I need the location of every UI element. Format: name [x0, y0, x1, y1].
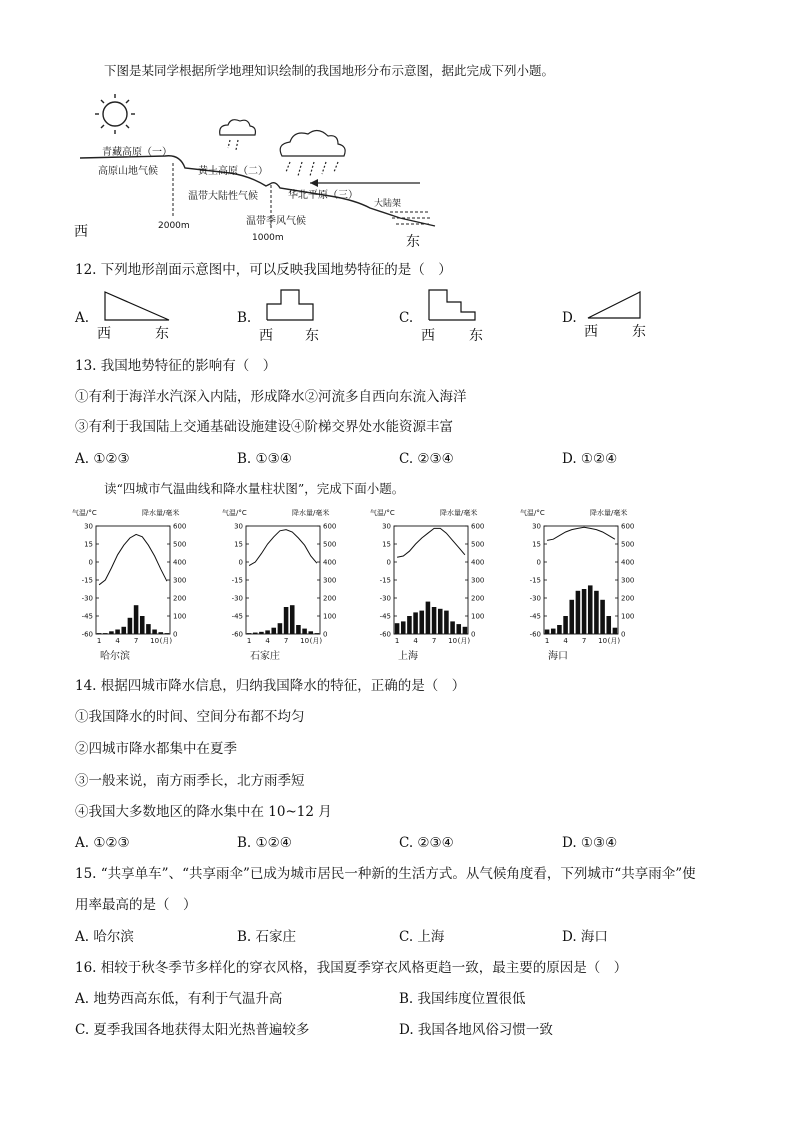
right-tick-label: 400: [323, 558, 337, 567]
q14-option-a[interactable]: A. ①②③: [75, 835, 130, 851]
q13-option-d[interactable]: D. ①②④: [562, 451, 618, 467]
right-axis-title: 降水量/毫米: [142, 509, 180, 517]
q15-option-a[interactable]: A. 哈尔滨: [75, 929, 134, 945]
plot-frame: [96, 526, 170, 634]
precip-bar: [278, 623, 283, 634]
precip-bar: [165, 633, 170, 634]
left-tick-label: -15: [231, 576, 243, 585]
left-axis-title: 气温/°C: [520, 509, 545, 517]
precip-bar: [109, 631, 114, 634]
left-axis-title: 气温/°C: [222, 509, 247, 517]
q13-option-b[interactable]: B. ①③④: [237, 451, 292, 467]
climate-chart-4: [520, 506, 640, 664]
precip-bar: [302, 629, 307, 634]
q14-statement-2: ②四城市降水都集中在夏季: [75, 741, 237, 757]
x-tick-label: 4: [413, 637, 418, 645]
left-tick-label: -45: [231, 612, 243, 621]
x-tick-label: 7: [431, 637, 437, 645]
q16-option-d[interactable]: D. 我国各地风俗习惯一致: [399, 1022, 553, 1038]
intro-text-1: 下图是某同学根据所学地理知识绘制的我国地形分布示意图，据此完成下列小题。: [104, 63, 555, 78]
left-tick-label: 30: [234, 522, 243, 531]
q13-stem: 13. 我国地势特征的影响有（ ）: [75, 358, 277, 374]
label-climate-2: 温带大陆性气候: [188, 191, 258, 202]
precip-bar: [158, 632, 163, 634]
x-tick-label: 1: [246, 637, 252, 645]
right-tick-label: 200: [323, 594, 337, 603]
rain-cloud-icon: [280, 130, 345, 176]
right-axis-title: 降水量/毫米: [292, 509, 330, 517]
precip-bar: [271, 628, 276, 634]
precip-bar: [613, 628, 618, 634]
precip-bar: [413, 612, 418, 634]
precip-bar: [97, 633, 102, 634]
q12-d-east: 东: [632, 324, 646, 340]
precip-bar: [438, 609, 443, 634]
label-plateau-1: 青藏高原（一）: [102, 147, 172, 158]
left-tick-label: 30: [382, 522, 391, 531]
x-unit-label: (月): [309, 637, 323, 645]
plot-frame: [246, 526, 320, 634]
city-name: 上海: [398, 651, 418, 662]
temperature-curve: [397, 528, 465, 557]
label-west: 西: [74, 224, 88, 240]
x-unit-label: (月): [607, 637, 621, 645]
right-tick-label: 300: [621, 576, 635, 585]
x-tick-label: 4: [115, 637, 120, 645]
precip-bar: [121, 627, 126, 634]
label-climate-3: 温带季风气候: [246, 216, 306, 227]
q15-stem-line-2: 用率最高的是（ ）: [75, 897, 197, 913]
q16-option-b[interactable]: B. 我国纬度位置很低: [399, 991, 526, 1007]
cloud-icon: [220, 120, 256, 150]
city-name: 石家庄: [250, 651, 280, 662]
x-unit-label: (月): [457, 637, 471, 645]
right-tick-label: 100: [173, 612, 187, 621]
q13-line-1: ①有利于海洋水汽深入内陆，形成降水②河流多自西向东流入海洋: [75, 389, 467, 405]
q12-option-b[interactable]: [237, 288, 357, 344]
q14-stem: 14. 根据四城市降水信息，归纳我国降水的特征，正确的是（ ）: [75, 678, 466, 694]
q14-statement-3: ③一般来说，南方雨季长，北方雨季短: [75, 773, 305, 789]
right-tick-label: 500: [621, 540, 635, 549]
q14-statement-1: ①我国降水的时间、空间分布都不均匀: [75, 709, 305, 725]
precip-bar: [545, 630, 550, 635]
q12-d-letter: D.: [562, 310, 577, 326]
precip-bar: [563, 616, 568, 634]
profile-a-shape: [103, 288, 173, 324]
precip-bar: [600, 600, 605, 634]
left-tick-label: -30: [231, 594, 243, 603]
climate-chart-3: [370, 506, 490, 664]
precip-bar: [582, 589, 587, 634]
x-tick-label: 7: [283, 637, 289, 645]
q12-a-letter: A.: [75, 310, 90, 326]
right-tick-label: 500: [173, 540, 187, 549]
q12-c-east: 东: [469, 328, 483, 344]
precip-bar: [395, 623, 400, 634]
q12-b-letter: B.: [237, 310, 252, 326]
x-tick-label: 1: [96, 637, 102, 645]
precip-bar: [463, 627, 468, 634]
precip-bar: [594, 591, 599, 634]
precip-bar: [140, 616, 145, 634]
left-tick-label: 0: [386, 558, 391, 567]
q14-option-d[interactable]: D. ①③④: [562, 835, 618, 851]
precip-bar: [290, 605, 295, 634]
plot-frame: [394, 526, 468, 634]
x-tick-label: 10: [448, 637, 458, 645]
x-tick-label: 10: [300, 637, 310, 645]
precip-bar: [259, 632, 264, 634]
left-tick-label: -45: [81, 612, 93, 621]
left-tick-label: -15: [529, 576, 541, 585]
left-tick-label: 30: [532, 522, 541, 531]
left-tick-label: -60: [379, 630, 391, 639]
precip-bar: [606, 616, 611, 634]
q15-option-d[interactable]: D. 海口: [562, 929, 608, 945]
precip-bar: [407, 616, 412, 634]
precip-bar: [588, 585, 593, 634]
precip-bar: [450, 621, 455, 634]
left-tick-label: -30: [529, 594, 541, 603]
q12-c-letter: C.: [399, 310, 414, 326]
precip-bar: [569, 600, 574, 634]
x-tick-label: 4: [265, 637, 270, 645]
left-tick-label: -60: [81, 630, 93, 639]
right-tick-label: 300: [173, 576, 187, 585]
x-tick-label: 1: [544, 637, 550, 645]
right-tick-label: 300: [323, 576, 337, 585]
temperature-curve: [249, 530, 317, 566]
terrain-diagram: [70, 88, 440, 253]
q14-option-c[interactable]: C. ②③④: [399, 835, 454, 851]
precip-bar: [152, 630, 157, 635]
q14-statement-4: ④我国大多数地区的降水集中在 10~12 月: [75, 804, 332, 820]
right-tick-label: 200: [471, 594, 485, 603]
label-2000m: 2000m: [158, 221, 190, 231]
q12-b-west: 西: [259, 328, 273, 344]
precip-bar: [128, 618, 133, 634]
left-tick-label: -45: [379, 612, 391, 621]
climate-chart-2: [222, 506, 342, 664]
q13-line-2: ③有利于我国陆上交通基础设施建设④阶梯交界处水能资源丰富: [75, 419, 453, 435]
left-tick-label: -45: [529, 612, 541, 621]
precip-bar: [265, 630, 270, 634]
precip-bar: [456, 624, 461, 634]
sun-icon: [95, 94, 135, 134]
profile-c-shape: [427, 288, 497, 324]
label-1000m: 1000m: [252, 233, 284, 243]
precip-bar: [557, 625, 562, 634]
x-tick-label: 10: [598, 637, 608, 645]
q14-option-b[interactable]: B. ①②④: [237, 835, 292, 851]
x-unit-label: (月): [159, 637, 173, 645]
label-plateau-2: 黄土高原（二）: [198, 166, 268, 177]
temperature-curve: [99, 534, 167, 584]
precip-bar: [296, 625, 301, 634]
q12-d-west: 西: [584, 324, 598, 340]
q16-option-a[interactable]: A. 地势西高东低，有利于气温升高: [75, 991, 283, 1007]
q13-option-c[interactable]: C. ②③④: [399, 451, 454, 467]
q15-option-b[interactable]: B. 石家庄: [237, 929, 297, 945]
q12-c-west: 西: [421, 328, 435, 344]
left-tick-label: -30: [379, 594, 391, 603]
profile-b-shape: [265, 288, 335, 324]
temperature-curve: [547, 527, 615, 540]
precip-bar: [432, 607, 437, 634]
x-tick-label: 10: [150, 637, 160, 645]
q12-option-d[interactable]: [562, 288, 682, 344]
precip-bar: [146, 624, 151, 634]
right-tick-label: 600: [173, 522, 187, 531]
q12-a-west: 西: [97, 326, 111, 342]
precip-bar: [401, 621, 406, 634]
right-tick-label: 100: [471, 612, 485, 621]
right-tick-label: 100: [621, 612, 635, 621]
q15-stem-line-1: 15. “共享单车”、“共享雨伞”已成为城市居民一种新的生活方式。从气候角度看，下列城市“共享雨伞”使: [75, 866, 696, 882]
x-tick-label: 7: [581, 637, 587, 645]
precip-bar: [551, 629, 556, 634]
label-plain-3: 华北平原（三）: [288, 190, 358, 201]
precip-bar: [315, 633, 320, 634]
q16-stem: 16. 相较于秋冬季节多样化的穿衣风格，我国夏季穿衣风格更趋一致，最主要的原因是（ ）: [75, 960, 628, 976]
left-tick-label: 30: [84, 522, 93, 531]
intro-text-2: 读“四城市气温曲线和降水量柱状图”，完成下面小题。: [104, 481, 405, 496]
precip-bar: [419, 611, 424, 634]
precip-bar: [444, 611, 449, 634]
right-tick-label: 200: [173, 594, 187, 603]
precip-bar: [253, 633, 258, 634]
left-tick-label: 15: [382, 540, 391, 549]
right-tick-label: 200: [621, 594, 635, 603]
right-tick-label: 400: [621, 558, 635, 567]
label-climate-1: 高原山地气候: [98, 166, 158, 177]
label-east: 东: [406, 234, 420, 250]
x-tick-label: 1: [394, 637, 400, 645]
city-name: 哈尔滨: [100, 651, 130, 662]
climate-charts: [72, 506, 635, 664]
left-tick-label: 15: [234, 540, 243, 549]
right-tick-label: 0: [471, 630, 476, 639]
right-tick-label: 0: [621, 630, 626, 639]
left-tick-label: 15: [84, 540, 93, 549]
precip-bar: [134, 605, 139, 634]
climate-chart-1: [72, 506, 192, 664]
city-name: 海口: [548, 651, 568, 662]
left-axis-title: 气温/°C: [72, 509, 97, 517]
precip-bar: [103, 633, 108, 634]
left-tick-label: 0: [536, 558, 541, 567]
left-tick-label: -60: [529, 630, 541, 639]
left-tick-label: -60: [231, 630, 243, 639]
right-tick-label: 0: [323, 630, 328, 639]
q12-b-east: 东: [305, 328, 319, 344]
right-tick-label: 500: [323, 540, 337, 549]
precip-bar: [576, 591, 581, 634]
profile-d-shape: [586, 288, 656, 324]
q12-stem: 12. 下列地形剖面示意图中，可以反映我国地势特征的是（ ）: [75, 262, 452, 278]
x-tick-label: 7: [133, 637, 139, 645]
right-axis-title: 降水量/毫米: [440, 509, 478, 517]
left-tick-label: 0: [88, 558, 93, 567]
q12-option-c[interactable]: [399, 288, 519, 344]
x-tick-label: 4: [563, 637, 568, 645]
q15-option-c[interactable]: C. 上海: [399, 929, 445, 945]
q16-option-c[interactable]: C. 夏季我国各地获得太阳光热普遍较多: [75, 1022, 310, 1038]
right-tick-label: 600: [621, 522, 635, 531]
right-tick-label: 600: [323, 522, 337, 531]
right-tick-label: 400: [471, 558, 485, 567]
right-tick-label: 300: [471, 576, 485, 585]
right-tick-label: 0: [173, 630, 178, 639]
precip-bar: [284, 607, 289, 634]
left-tick-label: -15: [379, 576, 391, 585]
precip-bar: [426, 602, 431, 634]
left-tick-label: 0: [238, 558, 243, 567]
left-tick-label: -15: [81, 576, 93, 585]
q12-a-east: 东: [155, 326, 169, 342]
q13-option-a[interactable]: A. ①②③: [75, 451, 130, 467]
precip-bar: [308, 631, 313, 634]
precip-bar: [115, 630, 120, 635]
q12-option-a[interactable]: [75, 288, 195, 344]
left-tick-label: -30: [81, 594, 93, 603]
left-axis-title: 气温/°C: [370, 509, 395, 517]
precip-bar: [247, 633, 252, 634]
right-tick-label: 100: [323, 612, 337, 621]
right-axis-title: 降水量/毫米: [590, 509, 628, 517]
right-tick-label: 600: [471, 522, 485, 531]
left-tick-label: 15: [532, 540, 541, 549]
label-shelf: 大陆架: [374, 199, 402, 209]
right-tick-label: 400: [173, 558, 187, 567]
right-tick-label: 500: [471, 540, 485, 549]
